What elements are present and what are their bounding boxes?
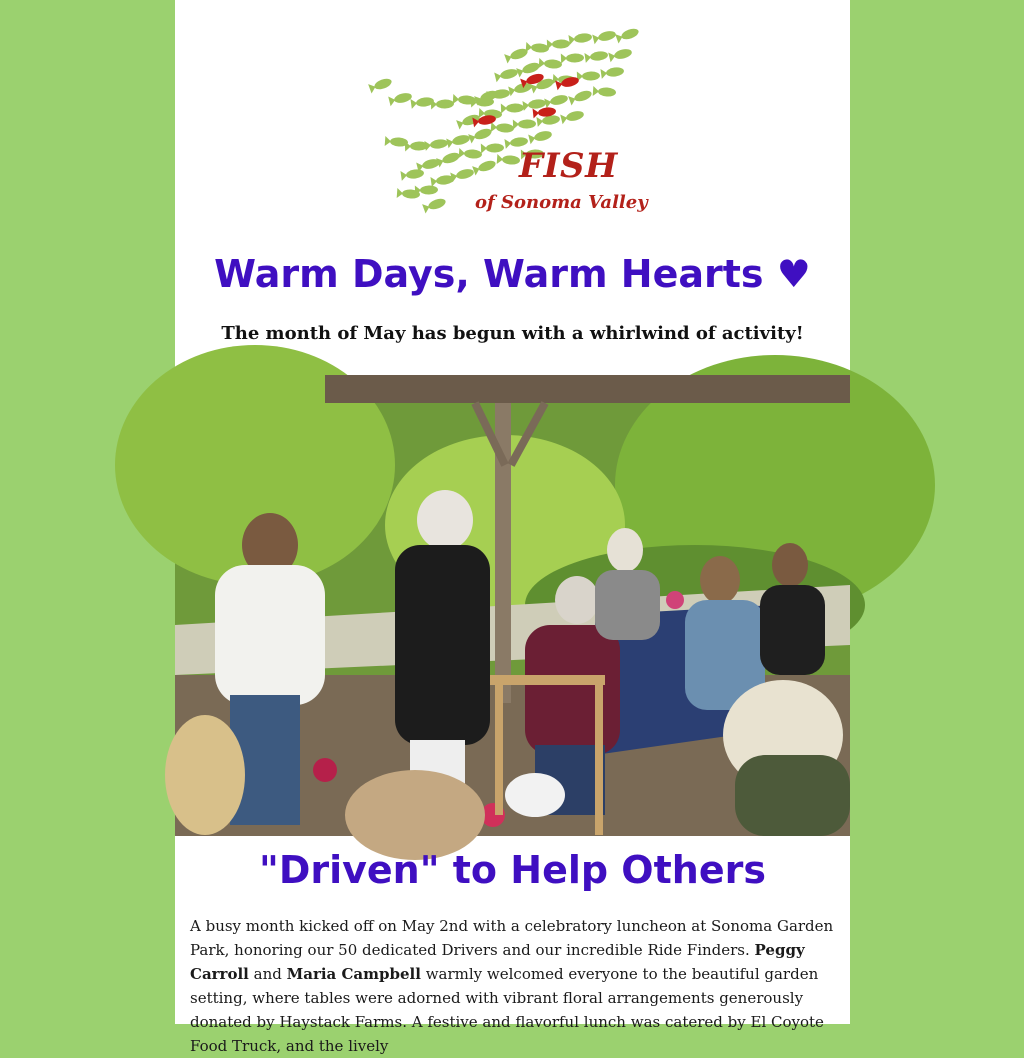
fish-logo: [375, 24, 650, 224]
newsletter-title: Warm Days, Warm Hearts ♥: [214, 252, 811, 296]
article-body: A busy month kicked off on May 2nd with a celebratory luncheon at Sonoma Garden Park, honoring our 50 dedicated Drivers and our incredible Ride Finders. Peggy Carroll and Maria Campbell warmly welcomed everyone to the beautiful garden setting, where tables were adorned with vibrant floral arrangements generously donated by Haystack Farms. A festive and flavorful lunch was catered by El Coyote Food Truck, and the lively: [190, 917, 834, 1055]
logo-subtitle: of Sonoma Valley: [475, 192, 648, 213]
intro-text: The month of May has begun with a whirlwind of activity!: [221, 323, 804, 344]
newsletter-column: [175, 0, 850, 1055]
logo-wordmark: FISH: [519, 146, 618, 186]
name-maria-campbell: Maria Campbell: [286, 965, 421, 983]
article-title: "Driven" to Help Others: [259, 848, 766, 892]
name-peggy-carroll: Peggy Carroll: [190, 941, 805, 983]
hero-photo: [175, 375, 850, 836]
